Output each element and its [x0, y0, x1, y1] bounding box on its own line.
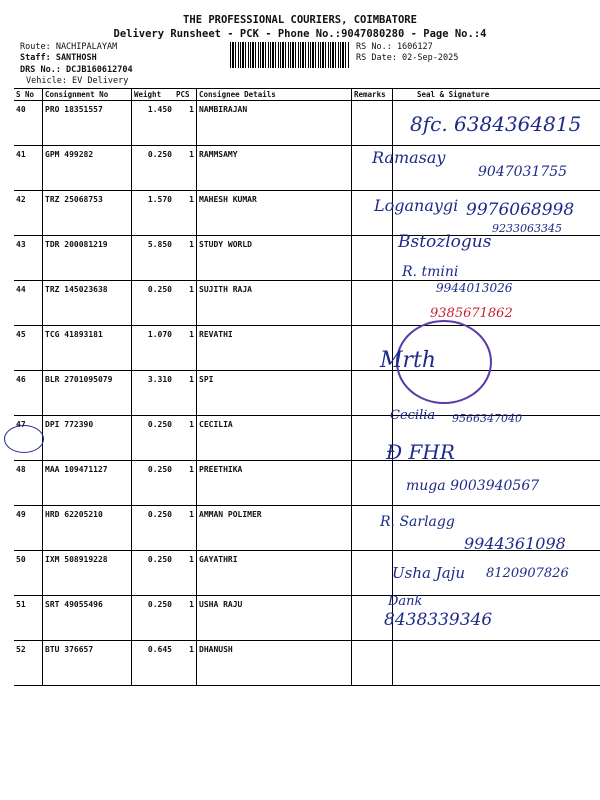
cell-weight: 0.250: [132, 416, 175, 461]
cell-signature: [393, 416, 600, 461]
signature-46: Mrth: [380, 348, 437, 373]
cell-consignee: SUJITH RAJA: [197, 281, 352, 326]
company-title: THE PROFESSIONAL COURIERS, COIMBATORE: [183, 14, 417, 26]
cell-consignee: AMMAN POLIMER: [197, 506, 352, 551]
signature-41: Ramasay: [372, 148, 446, 167]
cell-sno: 50: [14, 551, 43, 596]
cell-consignment: DPI 772390: [43, 416, 132, 461]
signature-48: Đ FHR: [386, 440, 455, 464]
cell-remarks: [352, 326, 393, 371]
cell-consignee: RAMMSAMY: [197, 146, 352, 191]
table-row: [14, 506, 600, 551]
cell-weight: 0.250: [132, 596, 175, 641]
cell-remarks: [352, 461, 393, 506]
cell-pcs: 1: [174, 461, 197, 506]
cell-consignee: USHA RAJU: [197, 596, 352, 641]
col-signature: Seal & Signature: [393, 89, 600, 101]
cell-signature: [393, 326, 600, 371]
cell-sno: 46: [14, 371, 43, 416]
runsheet-title: Delivery Runsheet - PCK - Phone No.:9047080280 - Page No.:4: [113, 28, 487, 40]
signature-42-phone: 9976068998: [466, 200, 575, 220]
cell-sno: 44: [14, 281, 43, 326]
signature-50: R. Sarlagg: [380, 514, 455, 530]
signature-41-phone: 9047031755: [478, 164, 568, 180]
cell-consignment: MAA 109471127: [43, 461, 132, 506]
cell-signature: [393, 641, 600, 686]
cell-consignment: SRT 49055496: [43, 596, 132, 641]
table-row: [14, 101, 600, 146]
cell-pcs: 1: [174, 101, 197, 146]
col-remarks: Remarks: [352, 89, 393, 101]
cell-weight: 0.645: [132, 641, 175, 686]
barcode: [230, 42, 350, 68]
rs-number: RS No.: 1606127: [356, 42, 433, 52]
cell-consignment: IXM 508919228: [43, 551, 132, 596]
cell-consignee: DHANUSH: [197, 641, 352, 686]
signature-42: Loganaygi: [374, 196, 459, 215]
signature-52: Dank: [388, 594, 423, 609]
cell-signature: [393, 281, 600, 326]
signature-51: Usha Jaju: [392, 564, 465, 582]
rs-date: RS Date: 02-Sep-2025: [356, 53, 459, 63]
signature-52-phone: 8438339346: [384, 610, 493, 630]
cell-pcs: 1: [174, 236, 197, 281]
cell-consignee: REVATHI: [197, 326, 352, 371]
cell-weight: 0.250: [132, 551, 175, 596]
cell-consignment: HRD 62205210: [43, 506, 132, 551]
cell-pcs: 1: [174, 551, 197, 596]
cell-weight: 0.250: [132, 281, 175, 326]
cell-consignment: TRZ 25068753: [43, 191, 132, 236]
table-row: [14, 416, 600, 461]
signature-49-scrawl: muga: [406, 478, 446, 494]
col-consignee: Consignee Details: [197, 89, 352, 101]
signature-40-phone: 6384364815: [454, 112, 582, 136]
cell-signature: [393, 551, 600, 596]
cell-remarks: [352, 596, 393, 641]
cell-consignment: PRO 18351557: [43, 101, 132, 146]
cell-consignment: TCG 41893181: [43, 326, 132, 371]
cell-sno: 52: [14, 641, 43, 686]
cell-weight: 0.250: [132, 506, 175, 551]
cell-remarks: [352, 416, 393, 461]
cell-consignment: GPM 499282: [43, 146, 132, 191]
cell-weight: 3.310: [132, 371, 175, 416]
cell-pcs: 1: [174, 281, 197, 326]
cell-pcs: 1: [174, 326, 197, 371]
runsheet-table: [14, 88, 600, 686]
cell-pcs: 1: [174, 191, 197, 236]
table-header-row: [14, 89, 600, 101]
signature-45-phone: 9385671862: [430, 306, 513, 321]
route-label: Route: NACHIPALAYAM: [20, 42, 118, 52]
cell-signature: [393, 596, 600, 641]
cell-sno: 48: [14, 461, 43, 506]
cell-weight: 1.070: [132, 326, 175, 371]
table-row: [14, 551, 600, 596]
cell-sno: 51: [14, 596, 43, 641]
cell-remarks: [352, 551, 393, 596]
col-sno: S No: [14, 89, 43, 101]
signature-43: Bstozlogus: [398, 232, 492, 252]
table-row: [14, 371, 600, 416]
cell-weight: 0.250: [132, 146, 175, 191]
cell-sno: 45: [14, 326, 43, 371]
cell-remarks: [352, 506, 393, 551]
cell-weight: 1.450: [132, 101, 175, 146]
cell-signature: [393, 236, 600, 281]
cell-sno: 49: [14, 506, 43, 551]
cell-remarks: [352, 641, 393, 686]
col-pcs: PCS: [174, 89, 197, 101]
cell-consignee: MAHESH KUMAR: [197, 191, 352, 236]
signature-50-phone: 9944361098: [464, 534, 566, 553]
drs-number: DRS No.: DCJB160612704: [20, 65, 133, 75]
vehicle-label: Vehicle: EV Delivery: [26, 76, 129, 86]
cell-consignment: TRZ 145023638: [43, 281, 132, 326]
table-row: [14, 461, 600, 506]
cell-consignment: BLR 2701095079: [43, 371, 132, 416]
cell-pcs: 1: [174, 371, 197, 416]
table-row: [14, 326, 600, 371]
cell-pcs: 1: [174, 416, 197, 461]
cell-sno: 42: [14, 191, 43, 236]
staff-label: Staff: SANTHOSH: [20, 53, 97, 63]
signature-47-phone: 9566347040: [452, 412, 522, 425]
cell-signature: [393, 506, 600, 551]
cell-pcs: 1: [174, 506, 197, 551]
cell-remarks: [352, 236, 393, 281]
cell-signature: [393, 371, 600, 416]
cell-signature: [393, 101, 600, 146]
signature-47: Cecilia: [390, 408, 436, 423]
cell-consignment: BTU 376657: [43, 641, 132, 686]
cell-signature: [393, 191, 600, 236]
cell-weight: 5.850: [132, 236, 175, 281]
cell-consignee: CECILIA: [197, 416, 352, 461]
cell-remarks: [352, 191, 393, 236]
cell-remarks: [352, 146, 393, 191]
signature-44-phone: 9944013026: [436, 281, 513, 295]
cell-remarks: [352, 281, 393, 326]
cell-consignee: SPI: [197, 371, 352, 416]
cell-sno: 40: [14, 101, 43, 146]
cell-consignment: TDR 200081219: [43, 236, 132, 281]
col-weight: Weight: [132, 89, 175, 101]
cell-signature: [393, 146, 600, 191]
signature-51-phone: 8120907826: [486, 566, 569, 581]
col-consignment: Consignment No: [43, 89, 132, 101]
signature-44: R. tmini: [402, 264, 459, 280]
signature-49-phone: 9003940567: [450, 478, 540, 494]
cell-remarks: [352, 371, 393, 416]
cell-sno: 41: [14, 146, 43, 191]
cell-consignee: PREETHIKA: [197, 461, 352, 506]
table-row: [14, 191, 600, 236]
table-row: [14, 146, 600, 191]
signature-43-phone: 9233063345: [492, 222, 562, 235]
cell-sno: 47: [14, 416, 43, 461]
cell-weight: 0.250: [132, 461, 175, 506]
table-row: [14, 281, 600, 326]
cell-pcs: 1: [174, 146, 197, 191]
cell-sno: 43: [14, 236, 43, 281]
cell-pcs: 1: [174, 596, 197, 641]
signature-40-scrawl: 8fc.: [410, 112, 448, 136]
cell-consignee: STUDY WORLD: [197, 236, 352, 281]
cell-signature: [393, 461, 600, 506]
table-row: [14, 596, 600, 641]
cell-consignee: GAYATHRI: [197, 551, 352, 596]
cell-pcs: 1: [174, 641, 197, 686]
cell-weight: 1.570: [132, 191, 175, 236]
cell-consignee: NAMBIRAJAN: [197, 101, 352, 146]
cell-remarks: [352, 101, 393, 146]
table-row: [14, 641, 600, 686]
table-row: [14, 236, 600, 281]
